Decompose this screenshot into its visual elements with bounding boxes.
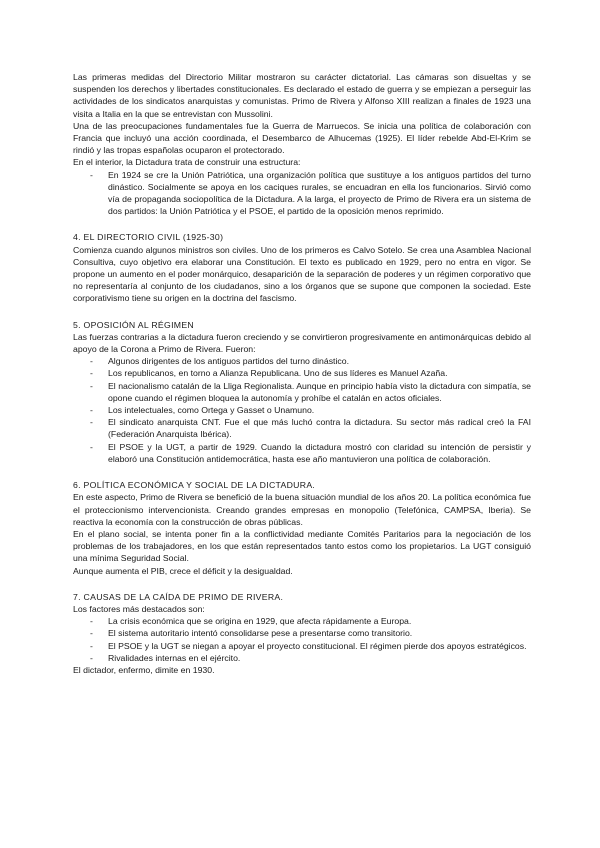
section-heading: 7. CAUSAS DE LA CAÍDA DE PRIMO DE RIVERA. bbox=[73, 591, 284, 602]
list-item: - Rivalidades internas en el ejército. bbox=[73, 652, 531, 664]
paragraph: Las primeras medidas del Directorio Militar mostraron su carácter dictatorial. Las cámaras son disueltas y se suspenden los derechos y libertades constitucionales. Es declarado el estado de guerra y se empiezan a perseguir las actividades de los sindicatos anarquistas y comunistas. Primo de Rivera y Alfonso XIII realizan a finales de 1923 una visita a Italia en la que se entrevistan con Mussolini. bbox=[73, 72, 531, 119]
paragraph: En este aspecto, Primo de Rivera se benefició de la buena situación mundial de los años 20. La política económica fue el proteccionismo intervencionista. Creando grandes empresas en monopolio (Telefónica, CAMPSA, Iberia). Se reactiva la economía con la construcción de obras públicas. bbox=[73, 492, 531, 527]
list-item: - El sistema autoritario intentó consolidarse pese a presentarse como transitorio. bbox=[73, 627, 531, 639]
list-item: - El sindicato anarquista CNT. Fue el que más luchó contra la dictadura. Su sector más radical creó la FAI (Federación Anarquista Ibérica). bbox=[73, 416, 531, 440]
paragraph: En el interior, la Dictadura trata de construir una estructura: bbox=[73, 157, 301, 168]
list-item: - Los intelectuales, como Ortega y Gasset o Unamuno. bbox=[73, 404, 531, 416]
bullet-list bbox=[73, 355, 531, 465]
paragraph: Los factores más destacados son: bbox=[73, 603, 205, 614]
list-item: - El PSOE y la UGT se niegan a apoyar el proyecto constitucional. El régimen pierde dos apoyos estratégicos. bbox=[73, 640, 531, 652]
list-item: - El nacionalismo catalán de la Lliga Regionalista. Aunque en principio había visto la dictadura con simpatía, se opone cuando el régimen bloquea la autonomía y prohíbe el catalán en actos oficiales. bbox=[73, 380, 531, 404]
section-heading: 5. OPOSICIÓN AL RÉGIMEN bbox=[73, 319, 194, 330]
paragraph: Comienza cuando algunos ministros son civiles. Uno de los primeros es Calvo Sotelo. Se crea una Asamblea Nacional Consultiva, cuyo objetivo era elaborar una Constitución. El texto es publicado en 1929, pero no entra en vigor. Se propone un aumento en el poder monárquico, desaparición de la separación de poderes y un régimen corporativo que no representaría al conjunto de los ciudadanos, sino a los órganos que se supone que componen la sociedad. Este corporativismo tiene su origen en la doctrina del fascismo. bbox=[73, 244, 531, 304]
list-item: - Algunos dirigentes de los antiguos partidos del turno dinástico. bbox=[73, 355, 531, 367]
document-page bbox=[73, 71, 531, 676]
list-item: - El PSOE y la UGT, a partir de 1929. Cuando la dictadura mostró con claridad su intención de persistir y elaboró una Constitución antidemocrática, hasta ese año mantuvieron una política de colaboración. bbox=[73, 441, 531, 465]
paragraph: En el plano social, se intenta poner fin a la conflictividad mediante Comités Paritarios para la negociación de los problemas de los trabajadores, en los que están representados tanto estos como los propietarios. La UGT consiguió una mínima Seguridad Social. bbox=[73, 528, 531, 564]
list-item: - En 1924 se cre la Unión Patriótica, una organización política que sustituye a los antiguos partidos del turno dinástico. Socialmente se apoya en los caciques rurales, se encuadran en ella los funcionarios. Sirvió como vía de propaganda sociopolítica de la Dictadura. A la larga, el proyecto de Primo de Rivera era un sistema de dos partidos: la Unión Patriótica y el PSOE, el partido de la oposición menos reprimido. bbox=[73, 169, 531, 218]
list-item: - La crisis económica que se origina en 1929, que afecta rápidamente a Europa. bbox=[73, 615, 531, 627]
paragraph: Las fuerzas contrarias a la dictadura fueron creciendo y se convirtieron progresivamente en antimonárquicas debido al apoyo de la Corona a Primo de Rivera. Fueron: bbox=[73, 331, 531, 355]
bullet-list bbox=[73, 615, 531, 664]
bullet-list bbox=[73, 169, 531, 218]
paragraph: Una de las preocupaciones fundamentales fue la Guerra de Marruecos. Se inicia una política de colaboración con Francia que incluyó una acción coordinada, el Desembarco de Alhucemas (1925). El líder rebelde Abd-El-Krim se rindió y las tropas españolas ocuparon el protectorado. bbox=[73, 120, 531, 156]
section-heading: 4. EL DIRECTORIO CIVIL (1925-30) bbox=[73, 232, 224, 243]
paragraph: El dictador, enfermo, dimite en 1930. bbox=[73, 664, 215, 675]
paragraph: Aunque aumenta el PIB, crece el déficit y la desigualdad. bbox=[73, 565, 293, 576]
section-heading: 6. POLÍTICA ECONÓMICA Y SOCIAL DE LA DICTADURA. bbox=[73, 480, 316, 491]
list-item: - Los republicanos, en torno a Alianza Republicana. Uno de sus líderes es Manuel Azaña. bbox=[73, 367, 531, 379]
